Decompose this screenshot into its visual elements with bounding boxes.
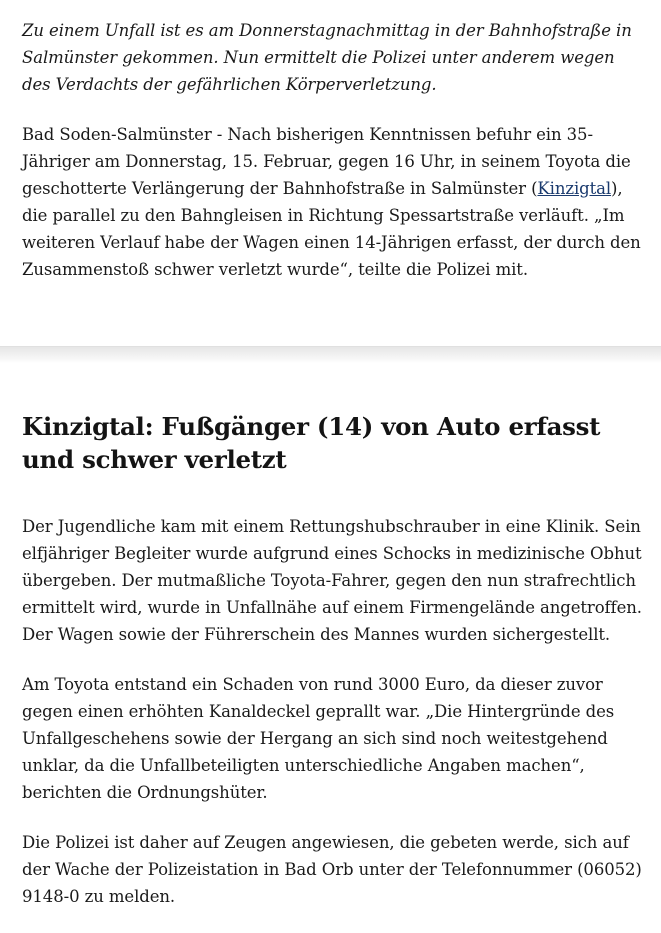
article-intro	[0, 0, 661, 283]
intro-text-before-link: Bad Soden-Salmünster - Nach bisherigen Kenntnissen befuhr ein 35-Jähriger am Donnerstag, 15. Februar, gegen 16 Uhr, in seinem Toyota die geschotterte Verlängerung der Bahnhofstraße in Salmünster (	[22, 125, 631, 198]
intro-text-after-link: ), die parallel zu den Bahngleisen in Richtung Spessartstraße verläuft. „Im weiteren Verlauf habe der Wagen einen 14-Jährigen erfasst, der durch den Zusammenstoß schwer verletzt wurde“, teilte die Polizei mit.	[22, 179, 641, 279]
body-paragraph-3: Die Polizei ist daher auf Zeugen angewiesen, die gebeten werde, sich auf der Wache der Polizeistation in Bad Orb unter der Telefonnummer (06052) 9148-0 zu melden.	[22, 833, 642, 906]
article-lede: Zu einem Unfall ist es am Donnerstagnachmittag in der Bahnhofstraße in Salmünster gekommen. Nun ermittelt die Polizei unter anderem wegen des Verdachts der gefährlichen Körperverletzung.	[22, 21, 632, 94]
article-body	[22, 410, 654, 933]
body-paragraph-2: Am Toyota entstand ein Schaden von rund 3000 Euro, da dieser zuvor gegen einen erhöhten Kanaldeckel geprallt war. „Die Hintergründe des Unfallgeschehens sowie der Hergang an sich sind noch weitestgehend unklar, da die Unfallbeteiligten unterschiedliche Angaben machen“, berichten die Ordnungshüter.	[22, 675, 615, 802]
article-headline: Kinzigtal: Fußgänger (14) von Auto erfasst und schwer verletzt	[22, 412, 601, 474]
body-paragraph-1: Der Jugendliche kam mit einem Rettungshubschrauber in eine Klinik. Sein elfjähriger Begleiter wurde aufgrund eines Schocks in medizinische Obhut übergeben. Der mutmaßliche Toyota-Fahrer, gegen den nun strafrechtlich ermittelt wird, wurde in Unfallnähe auf einem Firmengelände angetroffen. Der Wagen sowie der Führerschein des Mannes wurden sichergestellt.	[22, 517, 642, 644]
intro-paragraph	[22, 121, 647, 283]
section-divider	[0, 346, 661, 363]
kinzigtal-link[interactable]: Kinzigtal	[537, 179, 612, 198]
